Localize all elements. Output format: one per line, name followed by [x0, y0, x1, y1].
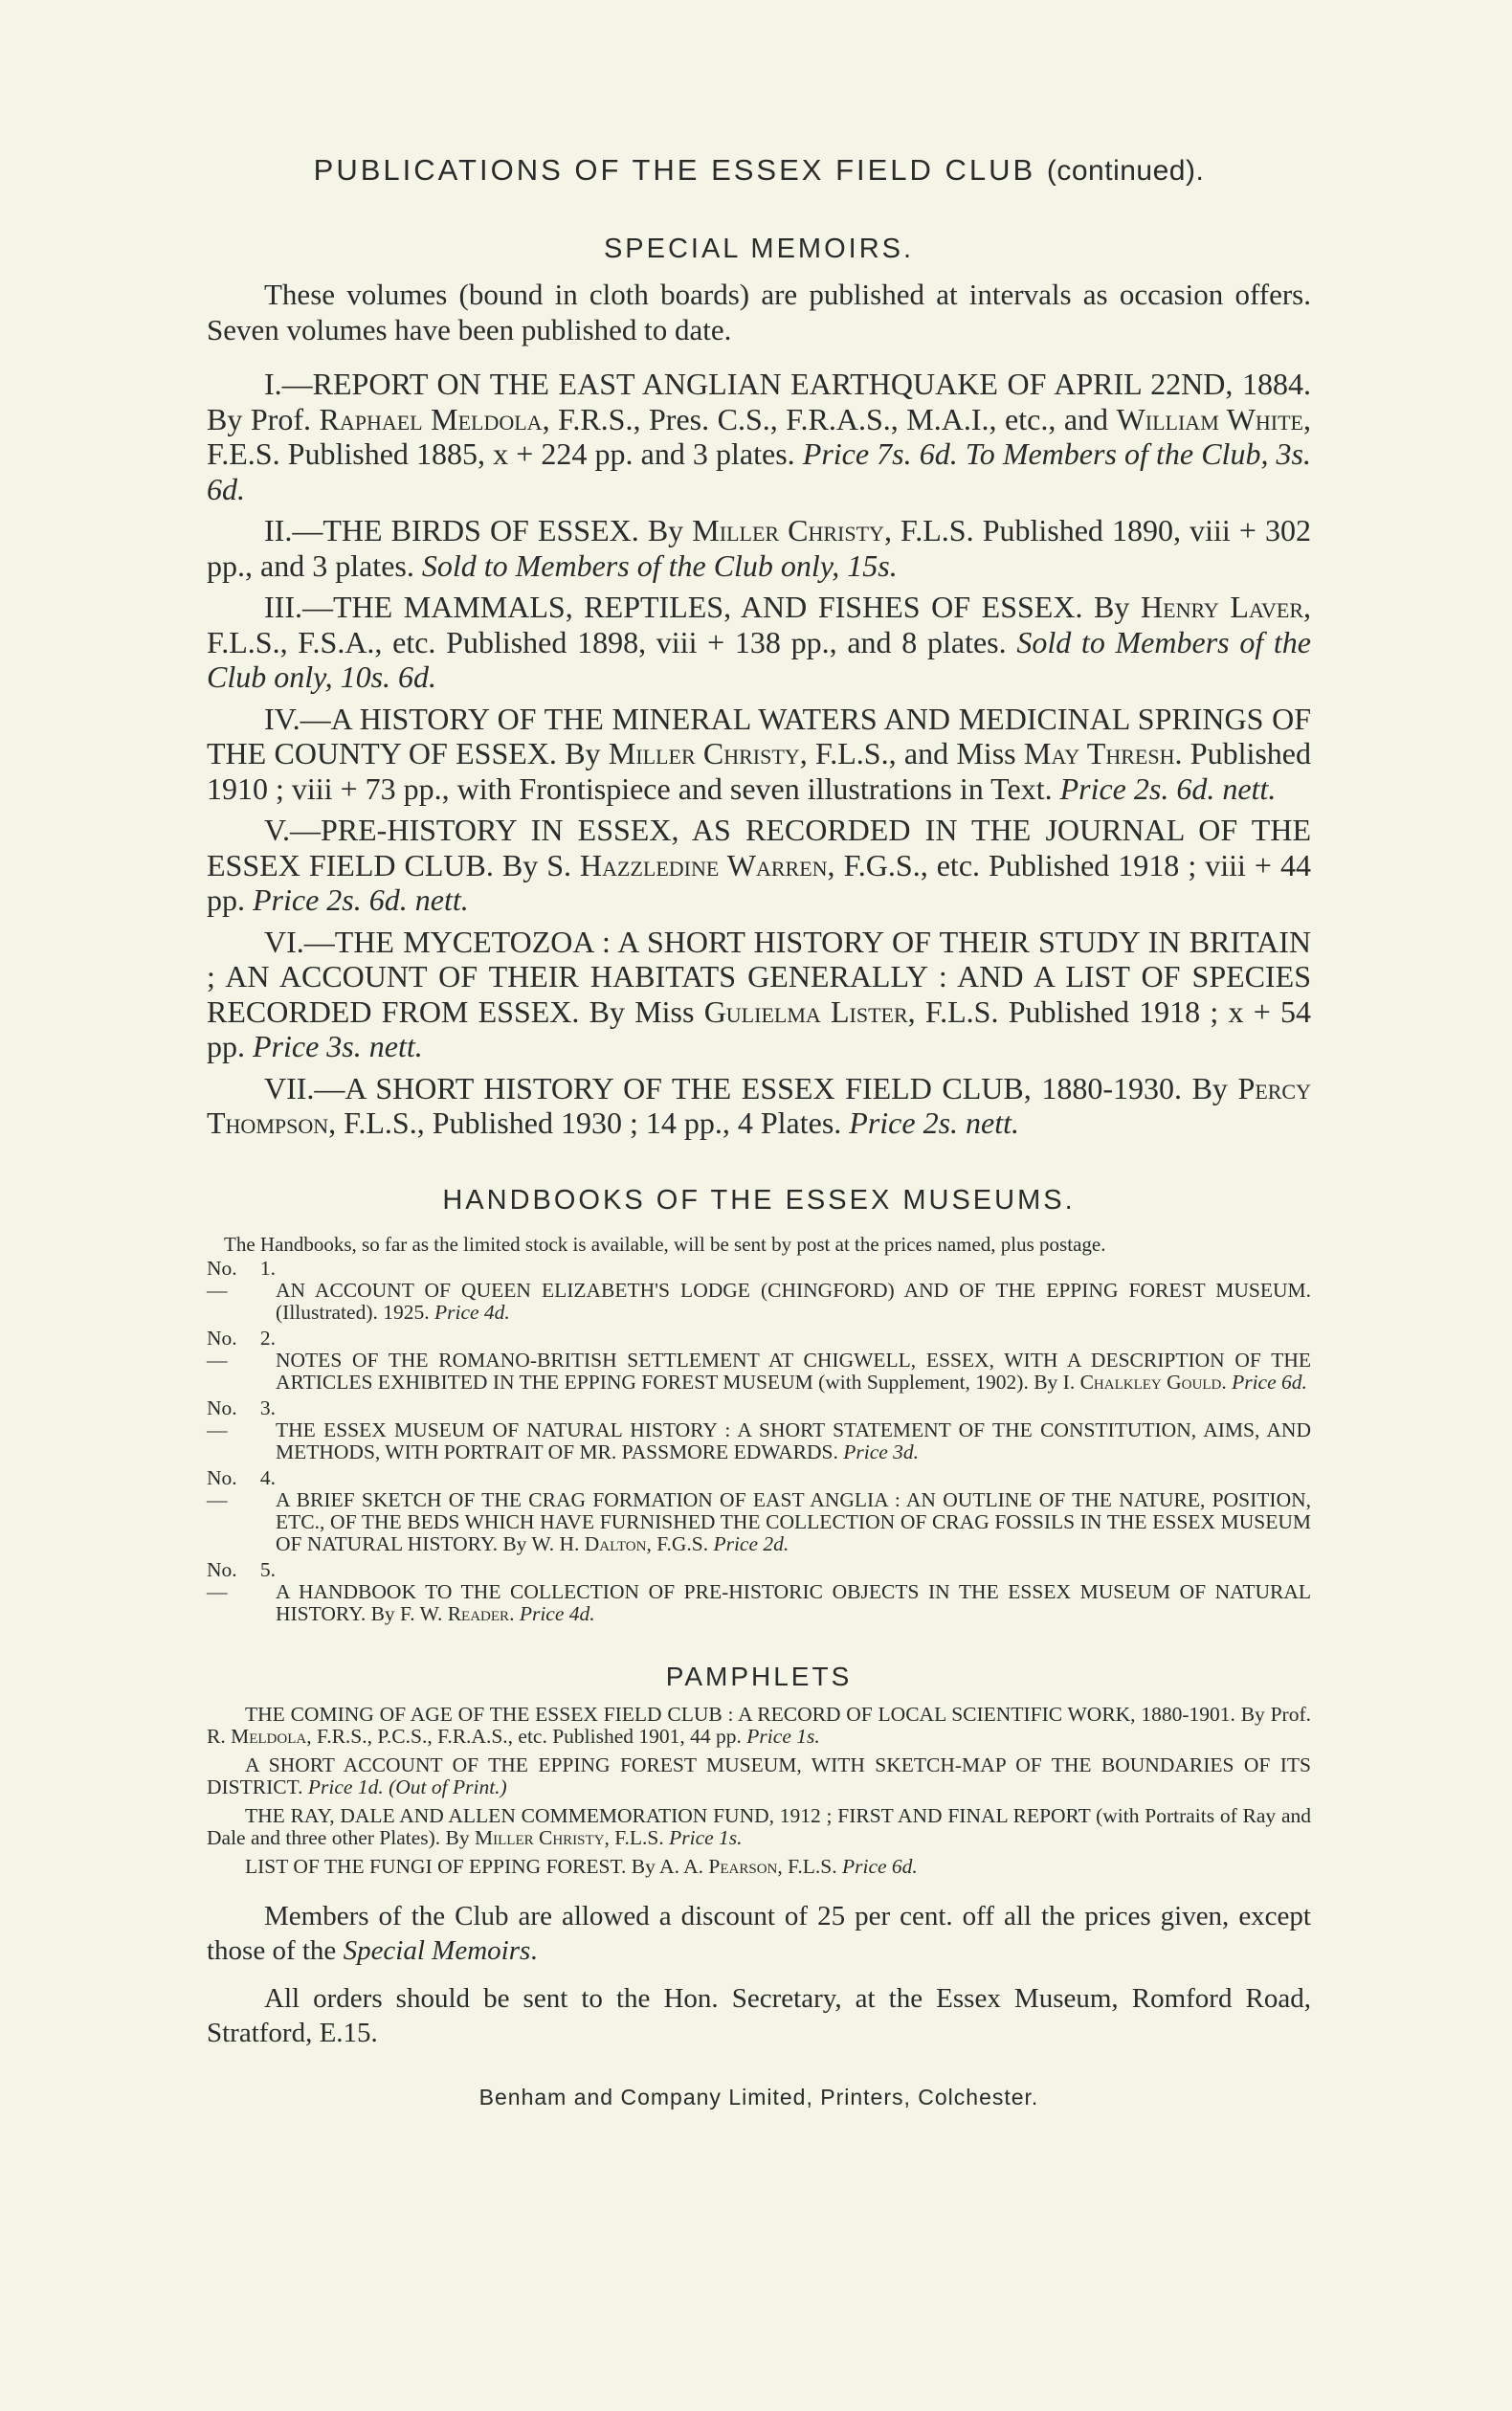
- orders-note: All orders should be sent to the Hon. Secretary, at the Essex Museum, Romford Road, Stratford, E.15.: [207, 1983, 1311, 2048]
- pamphlet-list: [207, 1704, 1311, 1879]
- special-memoirs-intro: These volumes (bound in cloth boards) are published at intervals as occasion offers. Seven volumes have been published to date.: [207, 278, 1311, 346]
- running-head-continued: (continued).: [1046, 155, 1205, 187]
- running-head-title: PUBLICATIONS OF THE ESSEX FIELD CLUB: [313, 153, 1036, 187]
- memoir-item: IV.—A HISTORY OF THE MINERAL WATERS AND MEDICINAL SPRINGS OF THE COUNTY OF ESSEX. By Miller Christy, F.L.S., and Miss May Thresh. Published 1910 ; viii + 73 pp., with Frontispiece and seven illustrations in Text. Price 2s. 6d. nett.: [207, 701, 1312, 806]
- printer-imprint: Benham and Company Limited, Printers, Colchester.: [478, 2085, 1039, 2110]
- handbooks-title: HANDBOOKS OF THE ESSEX MUSEUMS.: [442, 1184, 1076, 1216]
- handbook-item: No. 3.— THE ESSEX MUSEUM OF NATURAL HISTORY : A SHORT STATEMENT OF THE CONSTITUTION, AIMS, AND METHODS, WITH PORTRAIT OF MR. PASSMORE EDWARDS. Price 3d.: [207, 1395, 1311, 1463]
- pamphlet-item: A SHORT ACCOUNT OF THE EPPING FOREST MUSEUM, WITH SKETCH-MAP OF THE BOUNDARIES OF ITS DISTRICT. Price 1d. (Out of Print.): [207, 1752, 1311, 1798]
- memoir-item: I.—REPORT ON THE EAST ANGLIAN EARTHQUAKE OF APRIL 22ND, 1884. By Prof. Raphael Meldola, F.R.S., Pres. C.S., F.R.A.S., M.A.I., etc., and William White, F.E.S. Published 1885, x + 224 pp. and 3 plates. Price 7s. 6d. To Members of the Club, 3s. 6d.: [207, 367, 1312, 506]
- memoir-item: V.—PRE-HISTORY IN ESSEX, AS RECORDED IN THE JOURNAL OF THE ESSEX FIELD CLUB. By S. Hazzledine Warren, F.G.S., etc. Published 1918 ; viii + 44 pp. Price 2s. 6d. nett.: [207, 813, 1311, 917]
- pamphlet-item: THE COMING OF AGE OF THE ESSEX FIELD CLUB : A RECORD OF LOCAL SCIENTIFIC WORK, 1880-1901. By Prof. R. Meldola, F.R.S., P.C.S., F.R.A.S., etc. Published 1901, 44 pp. Price 1s.: [207, 1702, 1311, 1748]
- memoir-item: VI.—THE MYCETOZOA : A SHORT HISTORY OF THEIR STUDY IN BRITAIN ; AN ACCOUNT OF THEIR HABITATS GENERALLY : AND A LIST OF SPECIES RECORDED FROM ESSEX. By Miss Gulielma Lister, F.L.S. Published 1918 ; x + 54 pp. Price 3s. nett.: [207, 924, 1312, 1063]
- pamphlet-item: THE RAY, DALE AND ALLEN COMMEMORATION FUND, 1912 ; FIRST AND FINAL REPORT (with Portraits of Ray and Dale and three other Plates). By Miller Christy, F.L.S. Price 1s.: [207, 1803, 1311, 1849]
- pamphlets-title: PAMPHLETS: [665, 1661, 853, 1691]
- pamphlet-item: LIST OF THE FUNGI OF EPPING FOREST. By A. A. Pearson, F.L.S. Price 6d.: [245, 1854, 918, 1878]
- handbook-item: No. 1.— AN ACCOUNT OF QUEEN ELIZABETH'S LODGE (CHINGFORD) AND OF THE EPPING FOREST MUSEUM. (Illustrated). 1925. Price 4d.: [207, 1256, 1311, 1324]
- discount-note: Members of the Club are allowed a discount of 25 per cent. off all the prices given, except those of the Special Memoirs.: [207, 1901, 1311, 1966]
- handbooks-intro: The Handbooks, so far as the limited stock is available, will be sent by post at the prices named, plus postage.: [224, 1232, 1106, 1256]
- special-memoirs-title: SPECIAL MEMOIRS.: [603, 234, 915, 264]
- handbook-list: [207, 1258, 1311, 1625]
- memoir-item: III.—THE MAMMALS, REPTILES, AND FISHES OF ESSEX. By Henry Laver, F.L.S., F.S.A., etc. Published 1898, viii + 138 pp., and 8 plates. Sold to Members of the Club only, 10s. 6d.: [207, 590, 1312, 694]
- handbook-item: No. 5.— A HANDBOOK TO THE COLLECTION OF PRE-HISTORIC OBJECTS IN THE ESSEX MUSEUM OF NATURAL HISTORY. By F. W. Reader. Price 4d.: [207, 1557, 1311, 1625]
- memoir-item: II.—THE BIRDS OF ESSEX. By Miller Christy, F.L.S. Published 1890, viii + 302 pp., and 3 plates. Sold to Members of the Club only, 15s.: [207, 513, 1312, 583]
- memoir-item: VII.—A SHORT HISTORY OF THE ESSEX FIELD CLUB, 1880-1930. By Percy Thompson, F.L.S., Published 1930 ; 14 pp., 4 Plates. Price 2s. nett.: [207, 1070, 1311, 1140]
- handbook-item: No. 4.— A BRIEF SKETCH OF THE CRAG FORMATION OF EAST ANGLIA : AN OUTLINE OF THE NATURE, POSITION, ETC., OF THE BEDS WHICH HAVE FURNISHED THE COLLECTION OF CRAG FOSSILS IN THE ESSEX MUSEUM OF NATURAL HISTORY. By W. H. Dalton, F.G.S. Price 2d.: [207, 1465, 1311, 1555]
- handbook-item: No. 2.— NOTES OF THE ROMANO-BRITISH SETTLEMENT AT CHIGWELL, ESSEX, WITH A DESCRIPTION OF THE ARTICLES EXHIBITED IN THE EPPING FOREST MUSEUM (with Supplement, 1902). By I. Chalkley Gould. Price 6d.: [207, 1326, 1311, 1394]
- running-head: [207, 153, 1311, 188]
- memoir-list: [207, 367, 1311, 1141]
